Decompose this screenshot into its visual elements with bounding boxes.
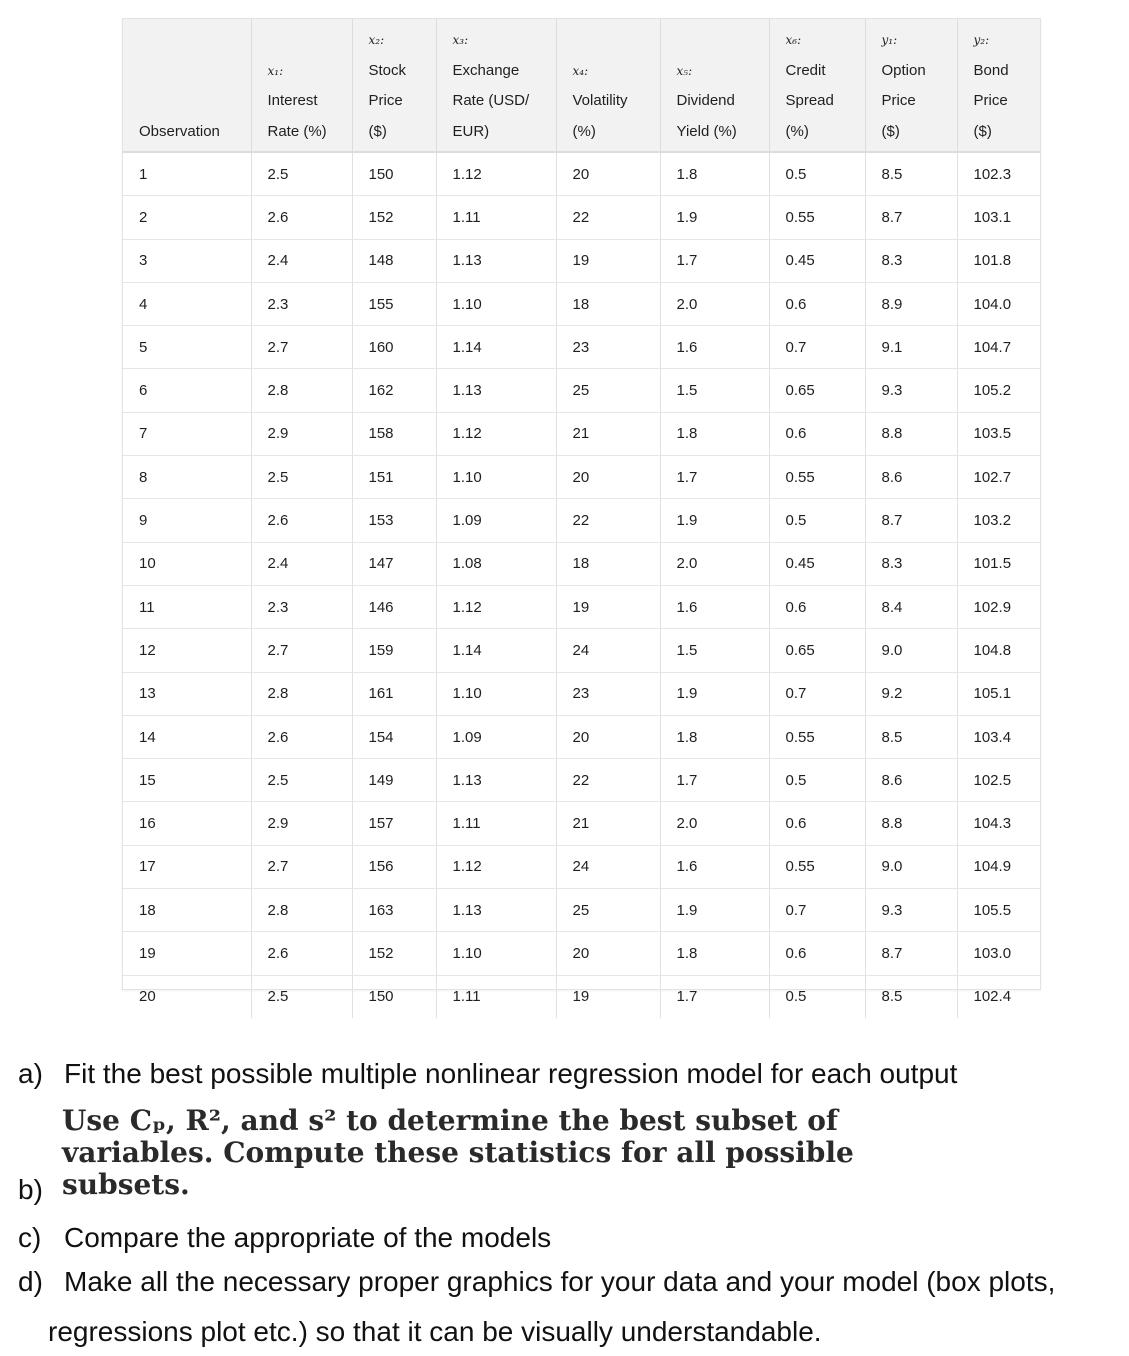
table-cell-x4: 21 bbox=[556, 802, 660, 845]
table-cell-x5: 1.8 bbox=[660, 932, 769, 975]
table-cell-obs: 8 bbox=[123, 456, 251, 499]
table-cell-y2: 102.7 bbox=[957, 456, 1040, 499]
table-cell-x6: 0.6 bbox=[769, 412, 865, 455]
table-cell-obs: 12 bbox=[123, 629, 251, 672]
table-cell-x6: 0.5 bbox=[769, 759, 865, 802]
table-cell-y1: 8.3 bbox=[865, 239, 957, 282]
table-cell-y2: 105.1 bbox=[957, 672, 1040, 715]
table-cell-obs: 10 bbox=[123, 542, 251, 585]
table-cell-x2: 163 bbox=[352, 889, 436, 932]
question-a-marker: a) bbox=[18, 1058, 43, 1089]
table-cell-x4: 23 bbox=[556, 326, 660, 369]
table-cell-x4: 22 bbox=[556, 196, 660, 239]
table-cell-x4: 19 bbox=[556, 239, 660, 282]
table-cell-x4: 19 bbox=[556, 585, 660, 628]
table-cell-x6: 0.65 bbox=[769, 369, 865, 412]
table-cell-x3: 1.14 bbox=[436, 326, 556, 369]
table-cell-x1: 2.6 bbox=[251, 499, 352, 542]
table-cell-x4: 24 bbox=[556, 629, 660, 672]
table-cell-x5: 1.8 bbox=[660, 412, 769, 455]
table-cell-x1: 2.3 bbox=[251, 585, 352, 628]
column-variable-symbol: x₅: bbox=[676, 63, 693, 78]
table-cell-x6: 0.7 bbox=[769, 326, 865, 369]
table-cell-x4: 19 bbox=[556, 975, 660, 1018]
column-header-line: Price bbox=[368, 92, 403, 109]
table-cell-x2: 161 bbox=[352, 672, 436, 715]
column-header-line: Volatility bbox=[572, 92, 628, 109]
table-row bbox=[123, 672, 1040, 715]
table-cell-x5: 1.9 bbox=[660, 672, 769, 715]
question-b-line-2: variables. Compute these statistics for all possible bbox=[62, 1136, 854, 1169]
table-cell-y1: 8.4 bbox=[865, 585, 957, 628]
table-row bbox=[123, 975, 1040, 1018]
table-cell-y1: 8.9 bbox=[865, 282, 957, 325]
table-cell-y2: 103.1 bbox=[957, 196, 1040, 239]
table-cell-obs: 20 bbox=[123, 975, 251, 1018]
column-variable-symbol: x₁: bbox=[267, 63, 284, 78]
table-row bbox=[123, 196, 1040, 239]
table-cell-y1: 8.5 bbox=[865, 975, 957, 1018]
table-cell-x2: 146 bbox=[352, 585, 436, 628]
column-header-x3 bbox=[436, 19, 556, 152]
table-cell-x4: 18 bbox=[556, 542, 660, 585]
table-cell-y1: 8.3 bbox=[865, 542, 957, 585]
table-cell-y2: 104.0 bbox=[957, 282, 1040, 325]
table-cell-x5: 1.6 bbox=[660, 326, 769, 369]
table-cell-x4: 20 bbox=[556, 456, 660, 499]
table-cell-y2: 103.2 bbox=[957, 499, 1040, 542]
table-cell-x2: 150 bbox=[352, 975, 436, 1018]
table-cell-y1: 8.7 bbox=[865, 499, 957, 542]
table-row bbox=[123, 456, 1040, 499]
table-cell-obs: 3 bbox=[123, 239, 251, 282]
table-cell-x4: 22 bbox=[556, 499, 660, 542]
column-header-x1 bbox=[251, 19, 352, 152]
table-cell-y1: 8.5 bbox=[865, 715, 957, 758]
table-cell-x2: 155 bbox=[352, 282, 436, 325]
table-cell-y2: 105.2 bbox=[957, 369, 1040, 412]
table-cell-y2: 102.4 bbox=[973, 988, 1012, 1006]
table-cell-x2: 149 bbox=[352, 759, 436, 802]
question-a bbox=[18, 1058, 958, 1090]
table-cell-y2: 102.9 bbox=[957, 585, 1040, 628]
table-cell-x3: 1.10 bbox=[436, 932, 556, 975]
table-cell-y1: 9.1 bbox=[865, 326, 957, 369]
table-cell-x6: 0.6 bbox=[769, 585, 865, 628]
table-cell-x5: 2.0 bbox=[660, 542, 769, 585]
table-cell-y2: 104.7 bbox=[957, 326, 1040, 369]
table-cell-x5: 1.6 bbox=[660, 585, 769, 628]
column-header-line: Price bbox=[881, 92, 916, 109]
table-cell-x1: 2.4 bbox=[251, 239, 352, 282]
table-cell-x4: 18 bbox=[556, 282, 660, 325]
question-b-line-3: subsets. bbox=[62, 1168, 190, 1201]
column-header-line: Rate (%) bbox=[267, 122, 327, 140]
column-header-line: Dividend bbox=[676, 92, 735, 109]
table-cell-y2: 104.8 bbox=[957, 629, 1040, 672]
column-header-x4 bbox=[556, 19, 660, 152]
table-cell-x2: 157 bbox=[352, 802, 436, 845]
table-cell-x3: 1.11 bbox=[436, 975, 556, 1018]
question-c bbox=[18, 1222, 552, 1254]
table-cell-x2: 147 bbox=[352, 542, 436, 585]
table-row bbox=[123, 542, 1040, 585]
table-cell-x3: 1.10 bbox=[436, 672, 556, 715]
table-cell-obs: 14 bbox=[123, 715, 251, 758]
table-cell-y2: 101.8 bbox=[957, 239, 1040, 282]
table-cell-x6: 0.55 bbox=[769, 845, 865, 888]
column-header-x6 bbox=[769, 19, 865, 152]
table-cell-x6: 0.6 bbox=[769, 282, 865, 325]
column-header-y2 bbox=[957, 19, 1040, 152]
table-cell-x6: 0.45 bbox=[769, 239, 865, 282]
table-cell-y2: 103.0 bbox=[957, 932, 1040, 975]
table-cell-y2: 104.9 bbox=[957, 845, 1040, 888]
table-row bbox=[123, 499, 1040, 542]
table-cell-x1: 2.7 bbox=[251, 845, 352, 888]
column-header-line: Credit bbox=[785, 61, 826, 79]
table-cell-x4: 23 bbox=[556, 672, 660, 715]
table-row bbox=[123, 369, 1040, 412]
column-header-line: Yield (%) bbox=[676, 122, 737, 140]
question-d-continuation: regressions plot etc.) so that it can be visually understandable. bbox=[48, 1316, 822, 1347]
table-cell-x3: 1.09 bbox=[436, 499, 556, 542]
table-cell-x3: 1.11 bbox=[436, 802, 556, 845]
table-row bbox=[123, 239, 1040, 282]
column-header-line: Observation bbox=[139, 122, 220, 140]
column-header-x5 bbox=[660, 19, 769, 152]
table-row bbox=[123, 932, 1040, 975]
table-cell-y2: 104.3 bbox=[957, 802, 1040, 845]
table-cell-x6: 0.55 bbox=[769, 715, 865, 758]
header-row bbox=[123, 19, 1040, 152]
column-header-line: Exchange bbox=[452, 61, 520, 79]
table-cell-x6: 0.6 bbox=[769, 802, 865, 845]
question-b-marker: b) bbox=[18, 1174, 43, 1205]
table-cell-y2: 102.3 bbox=[957, 152, 1040, 196]
table-cell-x6: 0.6 bbox=[769, 932, 865, 975]
table-cell-obs: 18 bbox=[123, 889, 251, 932]
table-cell-x3: 1.12 bbox=[436, 412, 556, 455]
table-cell-y2: 101.5 bbox=[957, 542, 1040, 585]
column-variable-symbol: y₁: bbox=[881, 33, 898, 47]
table-row bbox=[123, 715, 1040, 758]
table-cell-x3: 1.11 bbox=[436, 196, 556, 239]
question-b-line-1: Use Cₚ, R², and s² to determine the best subset of bbox=[62, 1104, 838, 1137]
table-cell-x3: 1.13 bbox=[436, 239, 556, 282]
table-cell-x3: 1.12 bbox=[436, 585, 556, 628]
table-body bbox=[123, 152, 1040, 1018]
table-cell-y1: 9.3 bbox=[865, 369, 957, 412]
table-cell-x4: 20 bbox=[556, 932, 660, 975]
table-row bbox=[123, 412, 1040, 455]
column-header-line: ($) bbox=[973, 122, 992, 140]
table-row bbox=[123, 282, 1040, 325]
table-cell-x6: 0.45 bbox=[769, 542, 865, 585]
table-cell-x2: 156 bbox=[352, 845, 436, 888]
table-cell-x4: 24 bbox=[556, 845, 660, 888]
table-cell-x1: 2.9 bbox=[251, 412, 352, 455]
table-cell-x6: 0.7 bbox=[769, 672, 865, 715]
table-cell-x3: 1.08 bbox=[436, 542, 556, 585]
question-b-pasted-text bbox=[62, 1105, 1022, 1201]
table-cell-x2: 162 bbox=[352, 369, 436, 412]
table-cell-x2: 153 bbox=[352, 499, 436, 542]
table-cell-x1: 2.5 bbox=[251, 152, 352, 196]
table-cell-x6: 0.55 bbox=[769, 196, 865, 239]
table-cell-x1: 2.8 bbox=[251, 889, 352, 932]
table-cell-x2: 151 bbox=[352, 456, 436, 499]
table-cell-x4: 22 bbox=[556, 759, 660, 802]
table-cell-y1: 8.5 bbox=[865, 152, 957, 196]
table-cell-y1: 8.7 bbox=[865, 932, 957, 975]
table-cell-x3: 1.09 bbox=[436, 715, 556, 758]
column-header-line: Bond bbox=[973, 61, 1009, 79]
data-table-container bbox=[122, 18, 1041, 1006]
column-header-obs bbox=[123, 19, 251, 152]
table-row bbox=[123, 845, 1040, 888]
table-cell-x5: 1.5 bbox=[660, 629, 769, 672]
table-cell-x1: 2.5 bbox=[251, 975, 352, 1018]
table-cell-y2: 103.4 bbox=[957, 715, 1040, 758]
table-cell-x5: 1.9 bbox=[660, 196, 769, 239]
table-cell-obs: 9 bbox=[123, 499, 251, 542]
table-cell-x5: 1.8 bbox=[660, 715, 769, 758]
table-cell-x6: 0.55 bbox=[769, 456, 865, 499]
table-cell-x1: 2.7 bbox=[251, 629, 352, 672]
table-cell-y1: 9.0 bbox=[865, 629, 957, 672]
table-row bbox=[123, 802, 1040, 845]
data-table bbox=[123, 19, 1040, 1018]
table-cell-x3: 1.13 bbox=[436, 889, 556, 932]
table-row bbox=[123, 889, 1040, 932]
table-cell-y1: 8.6 bbox=[865, 456, 957, 499]
question-d-text: Make all the necessary proper graphics for your data and your model (box plots, bbox=[64, 1266, 1056, 1297]
table-cell-x3: 1.13 bbox=[436, 759, 556, 802]
table-cell-obs: 16 bbox=[123, 802, 251, 845]
table-cell-x1: 2.3 bbox=[251, 282, 352, 325]
question-d-marker: d) bbox=[18, 1266, 43, 1297]
table-cell-x5: 1.5 bbox=[660, 369, 769, 412]
table-cell-x5: 1.7 bbox=[660, 456, 769, 499]
table-cell-x4: 25 bbox=[556, 369, 660, 412]
column-header-line: Spread bbox=[785, 92, 834, 109]
table-cell-x6: 0.5 bbox=[769, 499, 865, 542]
table-cell-obs: 1 bbox=[123, 152, 251, 196]
table-cell-x2: 160 bbox=[352, 326, 436, 369]
table-cell-x3: 1.14 bbox=[436, 629, 556, 672]
table-cell-x2: 152 bbox=[352, 196, 436, 239]
column-header-line: Interest bbox=[267, 92, 318, 109]
table-cell-x3: 1.10 bbox=[436, 282, 556, 325]
table-row bbox=[123, 629, 1040, 672]
table-cell-obs: 2 bbox=[123, 196, 251, 239]
table-cell-x5: 2.0 bbox=[660, 282, 769, 325]
column-variable-symbol: x₄: bbox=[572, 63, 589, 78]
table-cell-x1: 2.7 bbox=[251, 326, 352, 369]
question-a-text: Fit the best possible multiple nonlinear regression model for each output bbox=[64, 1058, 958, 1089]
question-c-text: Compare the appropriate of the models bbox=[64, 1222, 552, 1253]
table-cell-obs: 13 bbox=[123, 672, 251, 715]
table-cell-y1: 8.8 bbox=[865, 802, 957, 845]
table-cell-y2: 103.5 bbox=[957, 412, 1040, 455]
column-header-line: EUR) bbox=[452, 122, 490, 140]
table-cell-x2: 148 bbox=[352, 239, 436, 282]
table-cell-x6: 0.65 bbox=[769, 629, 865, 672]
question-b bbox=[18, 1174, 64, 1206]
table-cell-obs: 5 bbox=[123, 326, 251, 369]
table-cell-x2: 159 bbox=[352, 629, 436, 672]
column-header-line: ($) bbox=[368, 122, 387, 140]
table-cell-x1: 2.6 bbox=[251, 196, 352, 239]
table-cell-x4: 25 bbox=[556, 889, 660, 932]
table-cell-x1: 2.6 bbox=[251, 932, 352, 975]
table-cell-x5: 1.9 bbox=[660, 889, 769, 932]
table-cell-x5: 1.7 bbox=[660, 759, 769, 802]
question-d bbox=[18, 1266, 1056, 1298]
column-variable-symbol: y₂: bbox=[973, 33, 990, 47]
column-header-y1 bbox=[865, 19, 957, 152]
table-cell-x3: 1.12 bbox=[436, 845, 556, 888]
table-cell-x5: 1.9 bbox=[660, 499, 769, 542]
table-cell-x1: 2.4 bbox=[251, 542, 352, 585]
table-cell-obs: 11 bbox=[123, 585, 251, 628]
table-cell-y2: 105.5 bbox=[957, 889, 1040, 932]
table-cell-x2: 154 bbox=[352, 715, 436, 758]
table-cell-x6: 0.7 bbox=[769, 889, 865, 932]
column-header-line: (%) bbox=[572, 122, 596, 140]
table-cell-x1: 2.8 bbox=[251, 672, 352, 715]
table-cell-x5: 1.8 bbox=[660, 152, 769, 196]
table-cell-x4: 20 bbox=[556, 715, 660, 758]
table-cell-y1: 9.2 bbox=[865, 672, 957, 715]
table-row bbox=[123, 326, 1040, 369]
column-header-line: Stock bbox=[368, 61, 407, 79]
table-cell-obs: 7 bbox=[123, 412, 251, 455]
table-cell-y1: 8.8 bbox=[865, 412, 957, 455]
column-header-line: (%) bbox=[785, 122, 809, 140]
table-cell-x1: 2.5 bbox=[251, 759, 352, 802]
table-cell-x5: 2.0 bbox=[660, 802, 769, 845]
table-cell-x5: 1.6 bbox=[660, 845, 769, 888]
column-header-line: Price bbox=[973, 92, 1008, 109]
table-cell-x3: 1.12 bbox=[436, 152, 556, 196]
column-variable-symbol: x₃: bbox=[452, 33, 469, 47]
table-cell-y1: 9.0 bbox=[865, 845, 957, 888]
table-cell-x6: 0.5 bbox=[769, 975, 865, 1018]
table-cell-x3: 1.13 bbox=[436, 369, 556, 412]
table-cell-x1: 2.5 bbox=[251, 456, 352, 499]
table-row bbox=[123, 585, 1040, 628]
table-cell-obs: 4 bbox=[123, 282, 251, 325]
table-cell-obs: 19 bbox=[123, 932, 251, 975]
column-header-line: ($) bbox=[881, 122, 900, 140]
table-cell-y1: 9.3 bbox=[865, 889, 957, 932]
column-variable-symbol: x₆: bbox=[785, 33, 802, 47]
table-cell-x1: 2.6 bbox=[251, 715, 352, 758]
table-cell-x6: 0.5 bbox=[769, 152, 865, 196]
table-cell-x2: 150 bbox=[352, 152, 436, 196]
table-cell-x5: 1.7 bbox=[660, 239, 769, 282]
table-cell-x5: 1.7 bbox=[660, 975, 769, 1018]
table-cell-x3: 1.10 bbox=[436, 456, 556, 499]
table-cell-x4: 20 bbox=[556, 152, 660, 196]
table-cell-y1: 8.6 bbox=[865, 759, 957, 802]
table-cell-obs: 17 bbox=[123, 845, 251, 888]
column-variable-symbol: x₂: bbox=[368, 33, 385, 47]
table-cell-x2: 158 bbox=[352, 412, 436, 455]
table-cell-x4: 21 bbox=[556, 412, 660, 455]
column-header-line: Rate (USD/ bbox=[452, 92, 530, 109]
table-cell-obs: 6 bbox=[123, 369, 251, 412]
table-row bbox=[123, 152, 1040, 196]
table-cell-x1: 2.9 bbox=[251, 802, 352, 845]
column-header-line: Option bbox=[881, 61, 926, 79]
table-cell-y1: 8.7 bbox=[865, 196, 957, 239]
table-row bbox=[123, 759, 1040, 802]
table-cell-y2: 102.5 bbox=[957, 759, 1040, 802]
table-header bbox=[123, 19, 1040, 152]
table-cell-x2: 152 bbox=[352, 932, 436, 975]
table-cell-obs: 15 bbox=[123, 759, 251, 802]
column-header-x2 bbox=[352, 19, 436, 152]
table-cell-x1: 2.8 bbox=[251, 369, 352, 412]
question-c-marker: c) bbox=[18, 1222, 42, 1253]
